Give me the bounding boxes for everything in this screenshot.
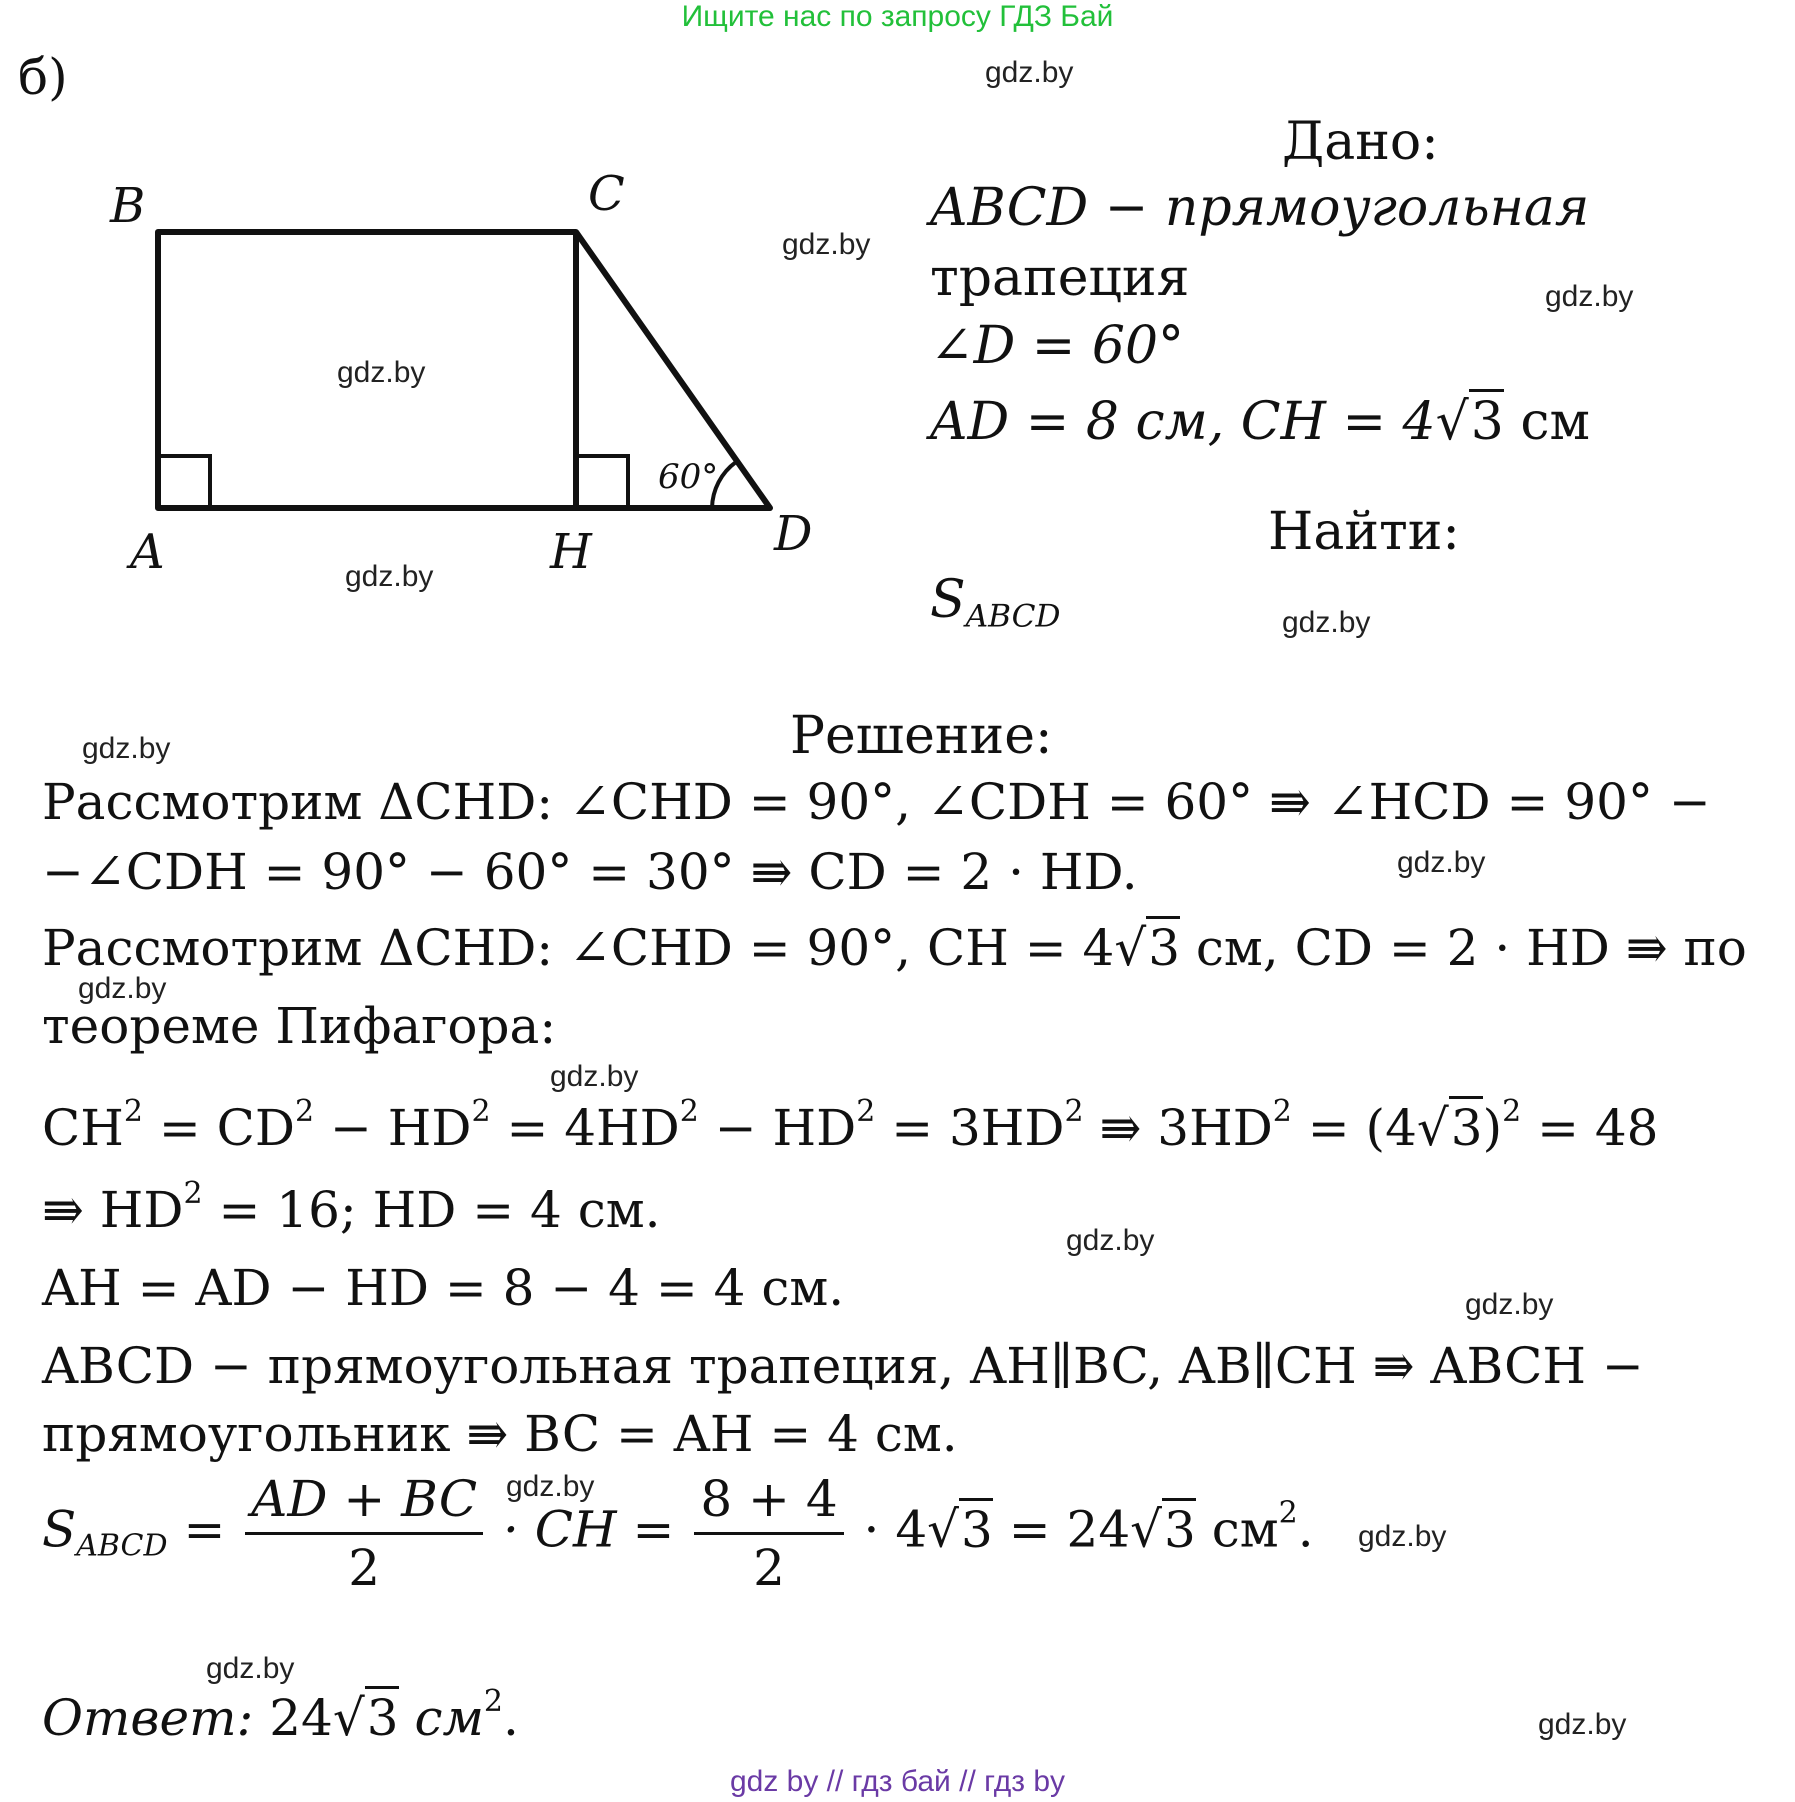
find-heading: Найти: bbox=[1268, 502, 1460, 562]
sq-5: 2 bbox=[856, 1094, 876, 1129]
area-eq: = bbox=[183, 1500, 226, 1559]
given-line-4-unit: см bbox=[1503, 392, 1590, 452]
given-line-4-a: AD = 8 см, CH = 4 bbox=[930, 392, 1436, 452]
sq-7: 2 bbox=[1272, 1094, 1292, 1129]
right-angle-a bbox=[158, 456, 210, 508]
answer-end: . bbox=[503, 1689, 519, 1747]
watermark: gdz.by bbox=[1282, 606, 1371, 639]
area-tail-a: · 4 bbox=[863, 1500, 928, 1559]
area-sub: ABCD bbox=[76, 1528, 168, 1564]
solution-line-4: теореме Пифагора: bbox=[42, 997, 557, 1055]
area-tail-radicand-2: 3 bbox=[1162, 1498, 1196, 1559]
given-line-2: трапеция bbox=[930, 248, 1190, 308]
solution-line-3: Рассмотрим ΔCHD: ∠CHD = 90°, CH = 4√3 см, CD = 2 · HD ⇛ по bbox=[42, 918, 1747, 978]
l5-j: ) bbox=[1482, 1099, 1503, 1157]
solution-line-1: Рассмотрим ΔCHD: ∠CHD = 90°, ∠CDH = 60° ⇛ ∠HCD = 90° − bbox=[42, 773, 1711, 831]
area-formula: $S_{ABCD}$ = $\frac{AD + BC}{2}$ · CH = $\frac{8 + 4}{2}$ · 4√3 = 24√3 $см^2$. bbox=[42, 1470, 1314, 1597]
solution-line-2: −∠CDH = 90° − 60° = 30° ⇛ CD = 2 · HD. bbox=[42, 843, 1138, 901]
solution-line-5: $CH^2 = CD^2 - HD^2 = 4HD^2 - HD^2 = 3HD^2$ ⇛ $3HD^2 = (4√3)^2 = 48$ bbox=[42, 1094, 1659, 1157]
find-target bbox=[930, 570, 1061, 635]
area-s: S bbox=[42, 1500, 77, 1559]
solution-line-3-radicand: 3 bbox=[1146, 916, 1180, 977]
sq-3: 2 bbox=[471, 1094, 491, 1129]
solution-line-6 bbox=[42, 1176, 661, 1240]
area-mid: · CH = bbox=[502, 1500, 675, 1559]
area-tail-unit: см bbox=[1195, 1500, 1279, 1559]
solution-line-9: прямоугольник ⇛ BC = AH = 4 см. bbox=[42, 1405, 958, 1463]
given-line-1: ABCD − прямоугольная bbox=[930, 178, 1590, 238]
watermark: gdz.by bbox=[1397, 846, 1486, 879]
vertex-h: H bbox=[550, 524, 592, 580]
sq-4: 2 bbox=[679, 1094, 699, 1129]
right-angle-h bbox=[576, 456, 628, 508]
given-heading: Дано: bbox=[1282, 112, 1439, 172]
sq-9: 2 bbox=[183, 1176, 203, 1211]
answer: Ответ: 24√3 $см^2$. bbox=[42, 1684, 519, 1747]
answer-label: Ответ: bbox=[42, 1689, 270, 1747]
watermark: gdz.by bbox=[337, 356, 426, 389]
bottom-banner: gdz by // гдз бай // гдз by bbox=[729, 1765, 1066, 1798]
trapezoid-figure bbox=[100, 170, 840, 590]
fraction-2-den: 2 bbox=[753, 1539, 785, 1597]
watermark: gdz.by bbox=[550, 1060, 639, 1093]
l5-f: = 3HD bbox=[875, 1099, 1065, 1157]
fraction-1-num: AD + BC bbox=[245, 1470, 483, 1535]
l5-g: ⇛ 3HD bbox=[1083, 1099, 1273, 1157]
area-tail-sup: 2 bbox=[1278, 1495, 1298, 1531]
given-line-4: AD = 8 см, CH = 4√3 см bbox=[930, 392, 1590, 452]
fraction-2 bbox=[694, 1470, 843, 1597]
solution-line-3-a: Рассмотрим ΔCHD: ∠CHD = 90°, CH = 4 bbox=[42, 919, 1115, 977]
area-tail-c: = 24 bbox=[992, 1500, 1131, 1559]
l5-e: − HD bbox=[698, 1099, 857, 1157]
part-label: б) bbox=[18, 48, 68, 106]
watermark: gdz.by bbox=[206, 1652, 295, 1685]
watermark: gdz.by bbox=[506, 1470, 595, 1503]
vertex-d: D bbox=[774, 506, 813, 562]
l5-c: − HD bbox=[314, 1099, 472, 1157]
l5-radicand: 3 bbox=[1449, 1096, 1483, 1157]
sq-6: 2 bbox=[1064, 1094, 1084, 1129]
watermark: gdz.by bbox=[985, 56, 1074, 89]
angle-label: 60° bbox=[658, 457, 719, 497]
solution-heading: Решение: bbox=[790, 706, 1053, 766]
vertex-a: A bbox=[130, 524, 165, 580]
watermark: gdz.by bbox=[82, 732, 171, 765]
fraction-2-num: 8 + 4 bbox=[694, 1470, 843, 1535]
l5-b: = CD bbox=[142, 1099, 295, 1157]
l5-d: = 4HD bbox=[490, 1099, 680, 1157]
sq-2: 2 bbox=[295, 1094, 315, 1129]
find-sub: ABCD bbox=[965, 598, 1061, 635]
watermark: gdz.by bbox=[345, 560, 434, 593]
given-line-3: ∠D = 60° bbox=[930, 316, 1185, 376]
top-banner: Ищите нас по запросу ГДЗ Бай bbox=[681, 0, 1114, 33]
sq-8: 2 bbox=[1502, 1094, 1522, 1129]
watermark: gdz.by bbox=[1465, 1288, 1554, 1321]
watermark: gdz.by bbox=[78, 972, 167, 1005]
vertex-b: B bbox=[110, 178, 146, 234]
fraction-1 bbox=[245, 1470, 483, 1597]
given-line-4-radicand: 3 bbox=[1469, 389, 1504, 452]
l5-k: = 48 bbox=[1521, 1099, 1659, 1157]
answer-value: 24 bbox=[269, 1689, 333, 1747]
watermark: gdz.by bbox=[782, 228, 871, 261]
solution-line-7: AH = AD − HD = 8 − 4 = 4 см. bbox=[42, 1259, 845, 1317]
watermark: gdz.by bbox=[1538, 1708, 1627, 1741]
solution-line-8: ABCD − прямоугольная трапеция, AH∥BC, AB∥CH ⇛ ABCH − bbox=[42, 1337, 1644, 1395]
answer-radicand: 3 bbox=[365, 1686, 399, 1747]
watermark: gdz.by bbox=[1066, 1224, 1155, 1257]
l6-b: = 16; HD = 4 см. bbox=[202, 1181, 661, 1239]
l5-a: CH bbox=[42, 1099, 124, 1157]
answer-unit: см bbox=[398, 1689, 484, 1747]
l6-a: ⇛ HD bbox=[42, 1181, 184, 1239]
l5-h: = (4 bbox=[1291, 1099, 1417, 1157]
watermark: gdz.by bbox=[1545, 280, 1634, 313]
sq-1: 2 bbox=[123, 1094, 143, 1129]
area-tail-radicand-1: 3 bbox=[959, 1498, 993, 1559]
fraction-1-den: 2 bbox=[348, 1539, 381, 1597]
answer-unit-sup: 2 bbox=[483, 1684, 504, 1719]
watermark: gdz.by bbox=[1358, 1520, 1447, 1553]
solution-line-3-c: см, CD = 2 · HD ⇛ по bbox=[1180, 919, 1747, 977]
vertex-c: C bbox=[588, 170, 625, 222]
find-s: S bbox=[930, 570, 966, 630]
area-tail-end: . bbox=[1297, 1500, 1314, 1559]
